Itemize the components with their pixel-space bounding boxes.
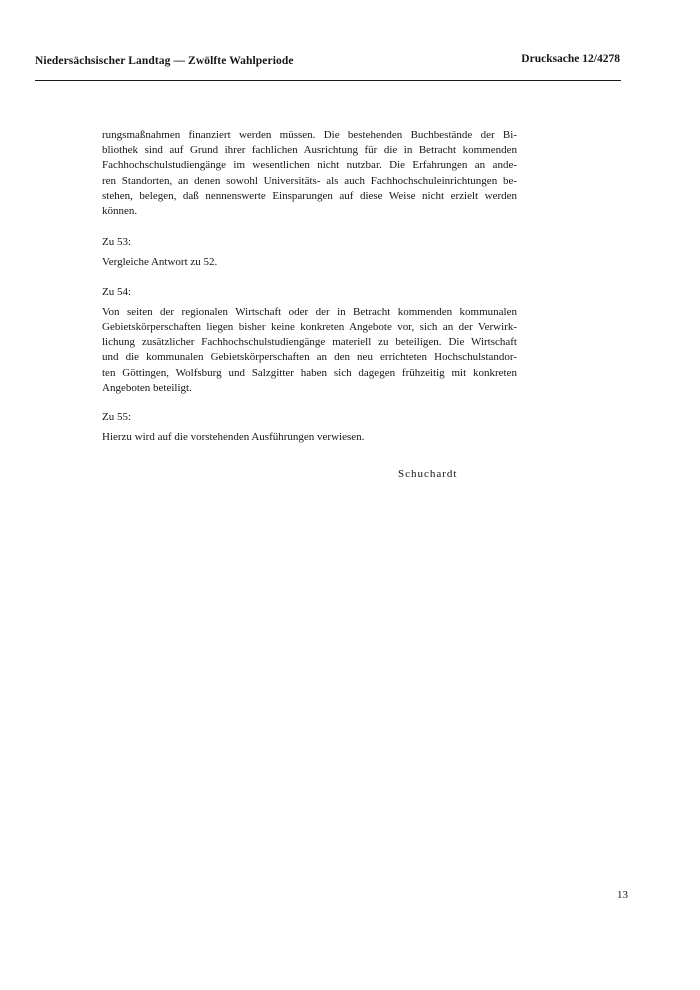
text-line: Hierzu wird auf die vorstehenden Ausführungen verwiesen. [102,431,365,444]
paragraph-continuation [102,128,517,219]
text-line: Von seiten der regionalen Wirtschaft oder der in Betracht kommenden kommunalen [102,305,517,318]
text-line: Vergleiche Antwort zu 52. [102,256,218,269]
parliament-header: Niedersächsischer Landtag — Zwölfte Wahlperiode [35,55,294,67]
text-line: bliothek sind auf Grund ihrer fachlichen Ausrichtung für die in Betracht kommenden [102,144,517,157]
text-line: stehen, belegen, daß nennenswerte Einsparungen auf diese Weise nicht erzielt werden [102,189,517,202]
text-line: ten Göttingen, Wolfsburg und Salzgitter haben sich dagegen frühzeitig mit konkreten [102,366,517,379]
signature: Schuchardt [398,468,458,480]
section-heading-54: Zu 54: [102,285,132,298]
text-line: lichung zusätzlicher Fachhochschulstudiengänge materiell zu beteiligen. Die Wirtschaft [102,336,517,349]
text-line: rungsmaßnahmen finanziert werden müssen. Die bestehenden Buchbestände der Bi- [102,129,517,141]
text-line: Fachhochschulstudiengänge im wesentlichen nicht nutzbar. Die Erfahrungen an ande- [102,159,517,172]
answer-54 [102,305,517,396]
text-line: und die kommunalen Gebietskörperschaften an den neu errichteten Hochschulstandor- [102,351,517,364]
document-number: Drucksache 12/4278 [521,53,620,65]
answer-53 [102,255,517,270]
page-number: 13 [617,889,628,901]
section-heading-55: Zu 55: [102,411,132,424]
text-line: können. [102,205,138,218]
document-body [102,128,517,445]
header-divider [35,80,621,81]
text-line: Angeboten beteiligt. [102,381,192,394]
answer-55 [102,430,517,445]
text-line: ren Standorten, an denen sowohl Universitäts- als auch Fachhochschuleinrichtungen be- [102,174,517,187]
section-heading-53: Zu 53: [102,236,132,249]
text-line: Gebietskörperschaften liegen bisher keine konkreten Angebote vor, sich an der Verwirk- [102,321,517,334]
